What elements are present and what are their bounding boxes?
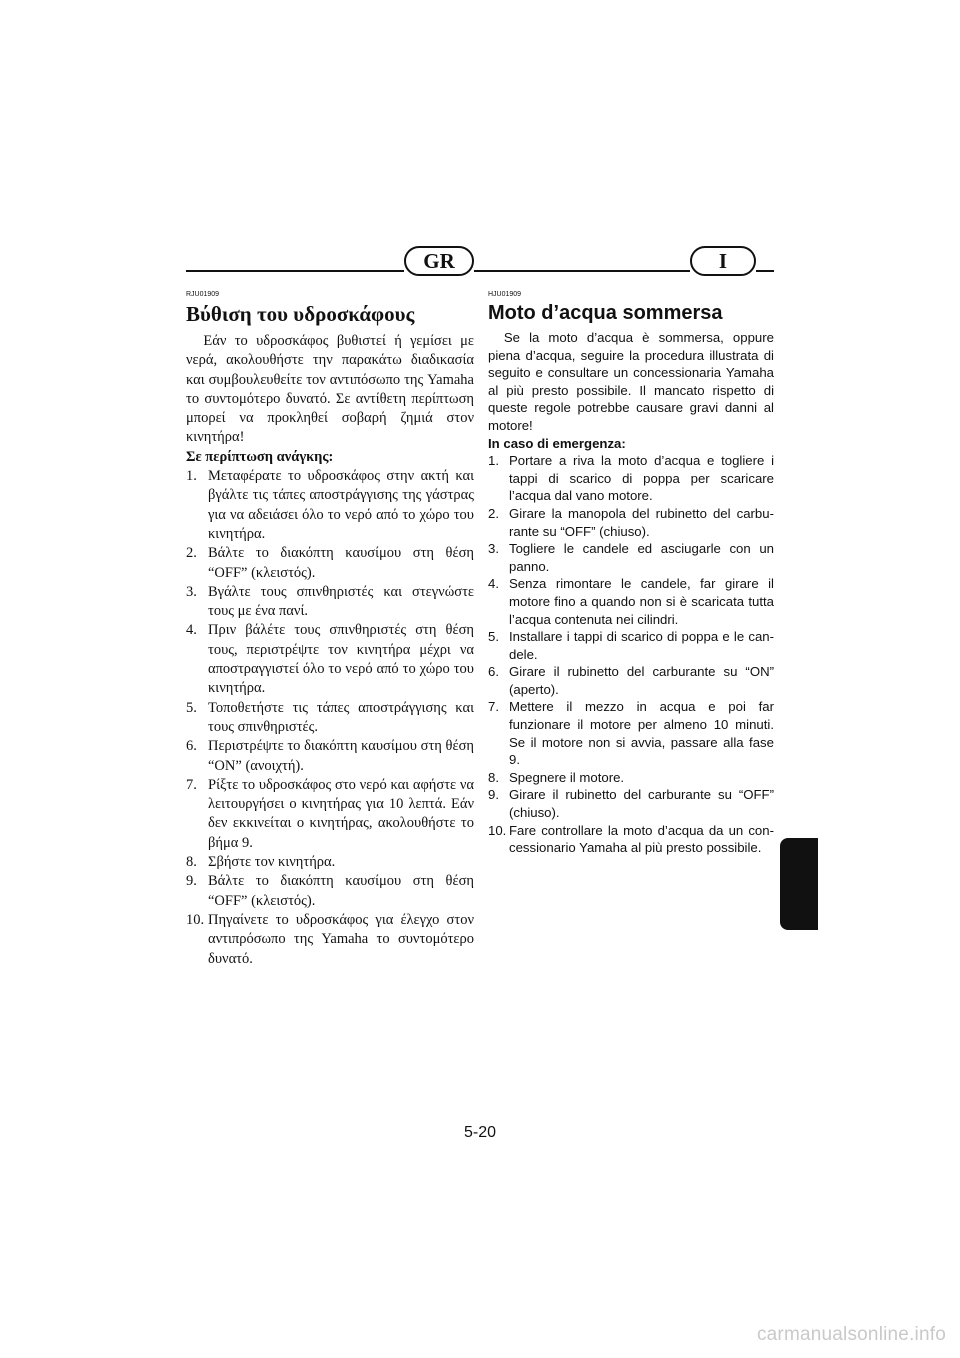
list-item [488,540,774,575]
page-number: 5-20 [463,1124,497,1141]
intro-paragraph-greek: Εάν το υδροσκάφος βυθιστεί ή γεμίσει με νερά, ακολουθήστε την παρακάτω διαδικασία και συμβουλευθείτε τον αντιπόσωπο της Yamaha το συντομότερο δυνατό. Σε αντίθετη περίπτωση μπορεί να προκληθεί σοβαρή ζημιά στον κινητήρα! [186,333,474,446]
intro-paragraph-italian: Se la moto d’acqua è sommersa, oppure piena d’acqua, seguire la procedura illustrata di seguito e consultare un concessionaria Yamaha al più presto possibile. Il mancato rispetto di queste regole potrebbe causare gravi danni al motore! [488,330,774,433]
chapter-tab-marker [780,838,818,930]
step-text: Μεταφέρατε το υδροσκάφος στην ακτή και βγάλτε τις τάπες αποστράγγισης της γάστρας για να αδειάσει όλο το νερό από το χώρο του κινητήρα. [208,468,474,542]
header-rule-middle [474,270,690,272]
step-text: Βάλτε το διακόπτη καυσίμου στη θέση “OFF” (κλειστός). [208,545,474,581]
section-title-italian: Moto d’acqua sommersa [488,302,723,324]
step-text: Mettere il mezzo in acqua e poi far funzionare il motore per almeno 10 minuti. Se il motore non si avvia, passare alla fase 9. [509,699,774,768]
section-title-greek: Βύθιση του υδροσκάφους [186,302,415,326]
step-text: Girare il rubinetto del carburante su “ON” (aperto). [509,664,774,697]
step-number: 5. [186,699,197,716]
step-number: 10. [488,822,507,838]
list-item [186,853,474,872]
step-number: 8. [488,769,499,785]
list-item [488,505,774,540]
step-number: 1. [488,453,499,469]
list-item [186,737,474,776]
step-text: Spegnere il motore. [509,769,625,785]
emergency-heading-greek: Σε περίπτωση ανάγκης: [186,448,334,465]
step-text: Πριν βάλέτε τους σπινθηριστές στη θέση τους, περιστρέψτε τον κινητήρα μέχρι να αποστραγγιστεί όλο το νερό από το χώρο του κινητήρα. [208,622,474,697]
steps-list-italian [488,452,774,857]
step-text: Τοποθετήστε τις τάπες αποστράγγισης και τους σπινθηριστές. [208,699,474,735]
list-item [488,575,774,628]
italian-column [488,290,774,857]
list-item [186,699,474,738]
step-number: 4. [186,622,197,639]
step-text: Girare la manopola del rubinetto del carbu-rante su “OFF” (chiuso). [509,505,774,539]
step-number: 9. [488,787,499,803]
step-text: Πηγαίνετε το υδροσκάφος για έλεγχο στον αντιπρόσωπο της Yamaha το συντομότερο δυνατό. [208,911,474,967]
step-number: 1. [186,468,197,485]
greek-column [186,290,474,969]
section-code-italian: HJU01909 [488,291,522,298]
list-item [186,776,474,853]
step-number: 7. [488,699,499,715]
step-text: Girare il rubinetto del carburante su “OFF” (chiuso). [509,787,774,821]
step-number: 9. [186,873,197,890]
step-number: 2. [186,545,197,562]
step-text: Togliere le candele ed asciugarle con un panno. [509,541,774,574]
step-number: 6. [186,738,197,755]
step-text: Βάλτε το διακόπτη καυσίμου στη θέση “OFF” (κλειστός). [208,873,474,909]
list-item [186,621,474,698]
emergency-heading-italian: In caso di emergenza: [488,435,626,451]
step-number: 2. [488,505,499,521]
step-number: 10. [186,911,205,928]
section-code-greek: RJU01909 [186,291,220,298]
list-item [488,628,774,663]
list-item [186,911,474,969]
step-text: Fare controllare la moto d’acqua da un con-cessionario Yamaha al più presto possibile. [509,822,774,856]
step-text: Περιστρέψτε το διακόπτη καυσίμου στη θέση “ON” (ανοιχτή). [208,738,474,774]
list-item [488,663,774,698]
list-item [186,467,474,544]
step-text: Σβήστε τον κινητήρα. [208,854,336,871]
step-number: 4. [488,576,499,592]
step-number: 3. [488,541,499,557]
step-number: 6. [488,664,499,680]
step-text: Installare i tappi di scarico di poppa e le can-dele. [509,629,774,662]
header-rule-left [186,270,404,272]
watermark: carmanualsonline.info [756,1324,946,1345]
list-item [488,769,774,787]
step-text: Βγάλτε τους σπινθηριστές και στεγνώστε τους με ένα πανί. [208,583,474,620]
list-item [488,452,774,505]
list-item [186,583,474,622]
header-rule-right [756,270,774,272]
list-item [488,822,774,857]
step-text: Portare a riva la moto d’acqua e togliere i tappi di scarico di poppa per scaricare l’acqua dal vano motore. [509,453,774,504]
language-badge-italian: I [690,246,756,276]
language-badge-greek: GR [404,246,474,276]
step-text: Senza rimontare le candele, far girare il motore fino a quando non si è scaricata tutta l’acqua contenuta nei cilindri. [509,576,774,627]
step-number: 8. [186,854,197,871]
list-item [488,786,774,821]
list-item [186,544,474,583]
list-item [488,698,774,768]
step-number: 3. [186,583,197,600]
list-item [186,872,474,911]
steps-list-greek [186,467,474,969]
step-text: Ρίξτε το υδροσκάφος στο νερό και αφήστε να λειτουργήσει ο κινητήρας για 10 λεπτά. Εάν δεν εκκινείται ο κινητήρας, ακολουθήστε το βήμα 9. [208,776,474,851]
step-number: 5. [488,629,499,645]
step-number: 7. [186,776,197,793]
